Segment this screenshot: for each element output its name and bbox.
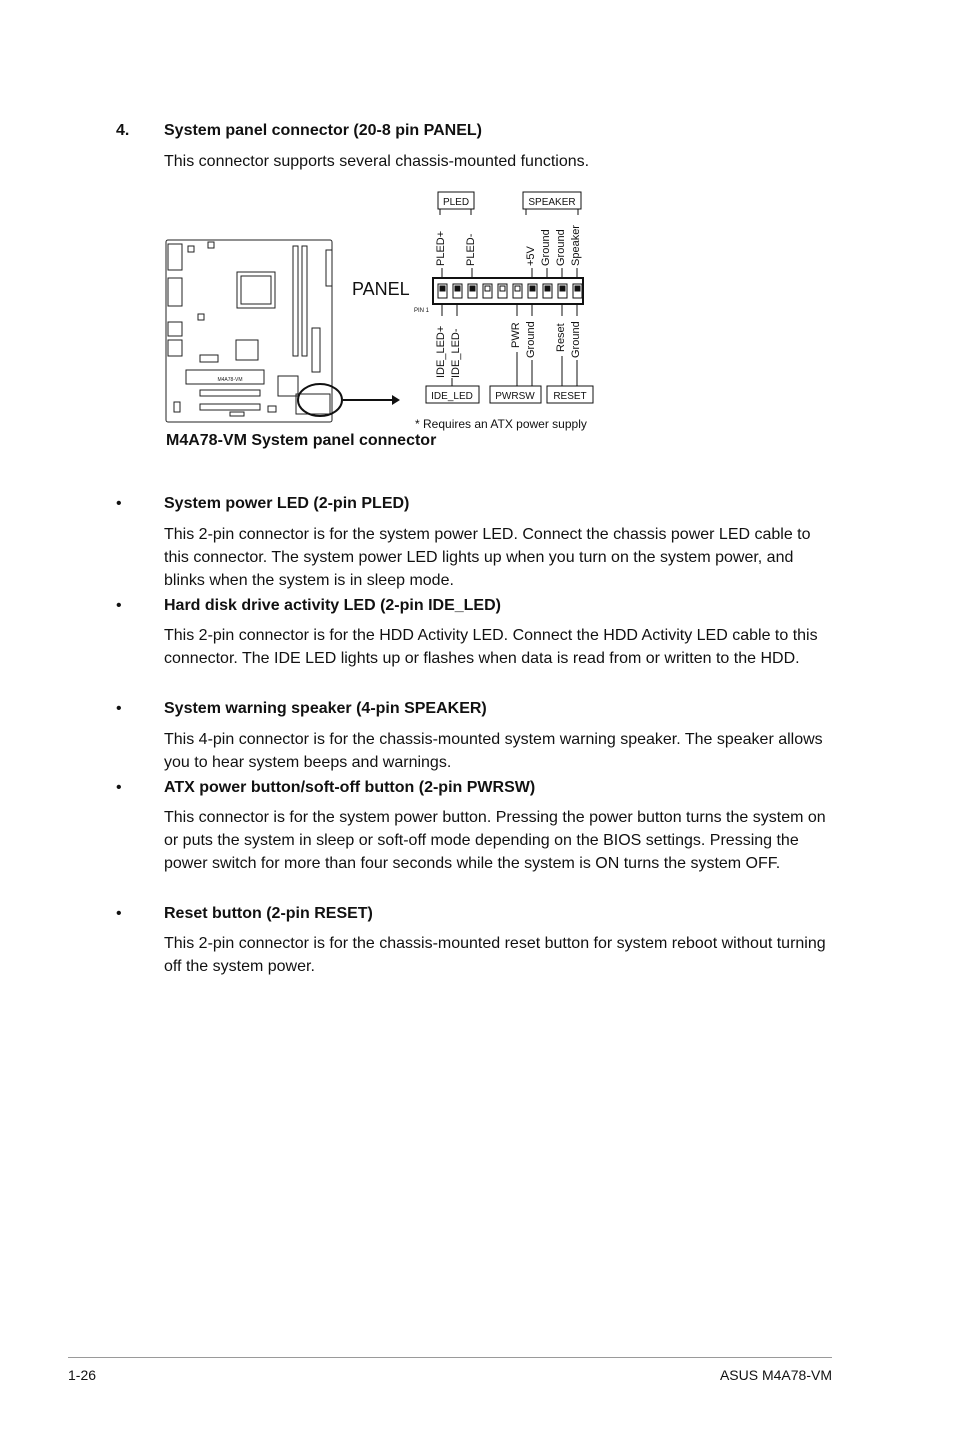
pin-label-speaker: Speaker: [570, 225, 582, 266]
pin-label-reset: Reset: [555, 323, 567, 352]
bullet-text-pwrsw: This connector is for the system power button. Pressing the power button turns the system on or puts the system in sleep or soft-off mode depending on the BIOS settings. Pressing the power switch for more than four seconds while the system is ON turns the system OFF.: [164, 809, 826, 872]
bullet-text-pled: This 2-pin connector is for the system power LED. Connect the chassis power LED cable to this connector. The system power LED lights up when you turn on the system power, and blinks when the system is in sleep mode.: [164, 526, 811, 589]
bullet-text-reset: This 2-pin connector is for the chassis-mounted reset button for system reboot without turning off the system power.: [164, 935, 826, 975]
bullet-title-speaker: System warning speaker (4-pin SPEAKER): [164, 700, 487, 717]
bullet-title-pwrsw: ATX power button/soft-off button (2-pin PWRSW): [164, 779, 536, 796]
bullet-marker: •: [116, 597, 122, 614]
bullet-title-ide-led: Hard disk drive activity LED (2-pin IDE_LED): [164, 597, 501, 614]
diagram-caption: M4A78-VM System panel connector: [166, 432, 437, 449]
pin-label-ground-1: Ground: [540, 229, 552, 266]
pin-label-ground-3: Ground: [525, 321, 537, 358]
section-title: System panel connector (20-8 pin PANEL): [164, 122, 482, 139]
section-intro: This connector supports several chassis-mounted functions.: [164, 153, 590, 170]
bullet-marker: •: [116, 905, 122, 922]
bottom-brackets: [452, 352, 577, 386]
reset-group-label: RESET: [553, 391, 587, 402]
pin-label-pled-minus: PLED-: [465, 233, 477, 266]
ide-led-group-label: IDE_LED: [431, 391, 473, 402]
footer-divider: [68, 1357, 832, 1358]
bullet-marker: •: [116, 779, 122, 796]
board-label: M4A78-VM: [217, 377, 243, 383]
motherboard-illustration: [166, 240, 332, 422]
page-number: 1-26: [68, 1367, 97, 1383]
bullet-marker: •: [116, 495, 122, 512]
pwrsw-group-label: PWRSW: [495, 391, 535, 402]
bullet-text-ide-led: This 2-pin connector is for the HDD Activity LED. Connect the HDD Activity LED cable to this connector. The IDE LED lights up or flashes when data is read from or written to the HDD.: [164, 627, 818, 667]
arrow-head-icon: [392, 395, 400, 405]
bullet-marker: •: [116, 700, 122, 717]
product-name: ASUS M4A78-VM: [719, 1367, 832, 1383]
pin-label-ide-led-plus: IDE_LED+: [435, 325, 447, 378]
pin-label-pled-plus: PLED+: [435, 230, 447, 266]
pin-label-ground-2: Ground: [555, 229, 567, 266]
section-number: 4.: [116, 122, 130, 139]
pin-label-pwr: PWR: [510, 322, 522, 348]
connector-highlight-ring: [298, 384, 342, 416]
bullet-title-pled: System power LED (2-pin PLED): [164, 495, 410, 512]
bullet-text-speaker: This 4-pin connector is for the chassis-mounted system warning speaker. The speaker allows you to hear system beeps and warnings.: [164, 731, 823, 771]
pin-label-5v: +5V: [525, 246, 537, 266]
pin1-label: PIN 1: [414, 308, 430, 314]
speaker-group-label: SPEAKER: [528, 197, 576, 208]
connector-label: PANEL: [352, 279, 410, 299]
panel-connector-diagram: [0, 180, 954, 470]
pled-group-label: PLED: [442, 197, 470, 208]
diagram-note: * Requires an ATX power supply: [415, 417, 587, 431]
bullet-title-reset: Reset button (2-pin RESET): [164, 905, 373, 922]
pin-label-ide-led-minus: IDE_LED-: [450, 328, 462, 378]
pin-label-ground-4: Ground: [570, 321, 582, 358]
